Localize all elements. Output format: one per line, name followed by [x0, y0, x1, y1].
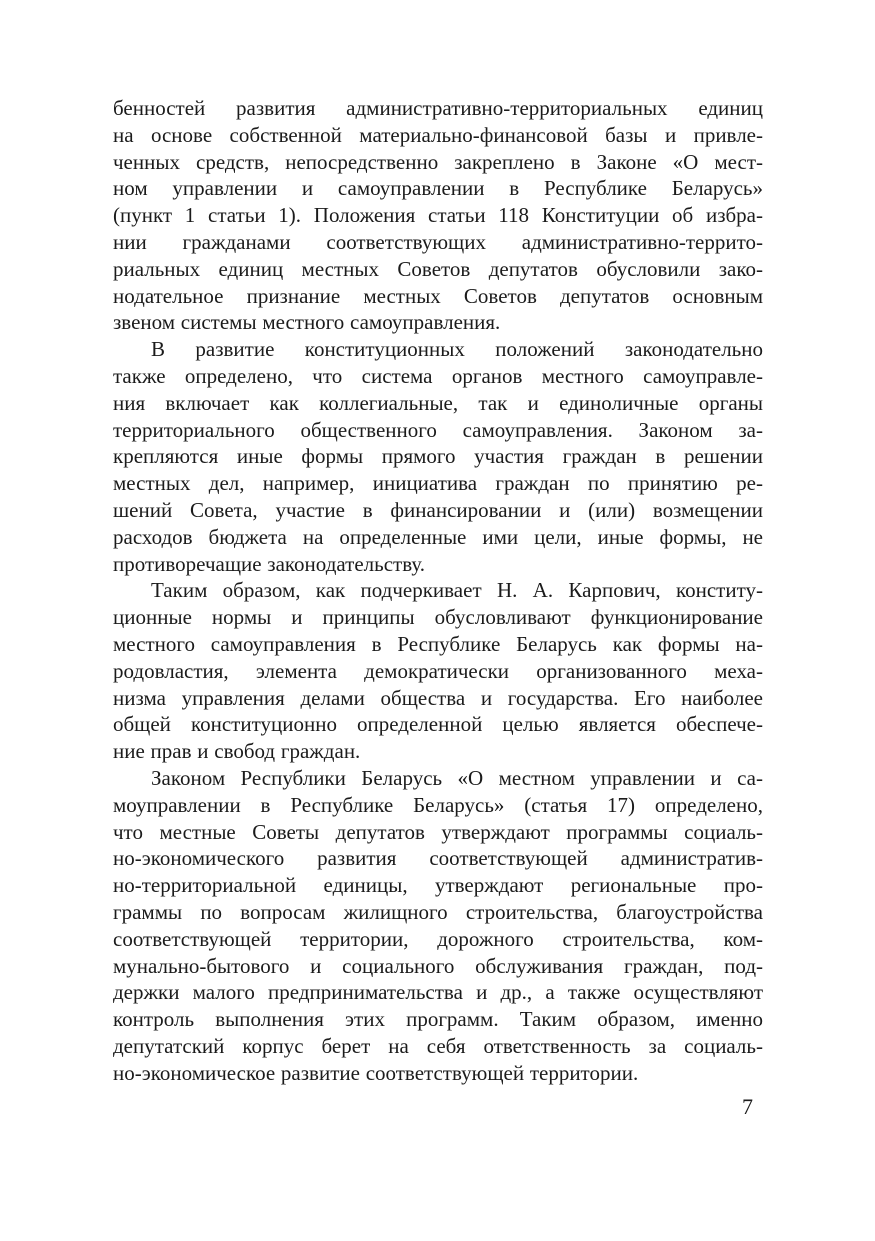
text-line: моуправлении в Республике Беларусь» (статья 17) определено,	[113, 792, 763, 817]
text-line: также определено, что система органов местного самоуправле-	[113, 363, 763, 388]
text-line: нодательное признание местных Советов депутатов основным	[113, 283, 763, 308]
text-line: держки малого предпринимательства и др., а также осуществляют	[113, 980, 763, 1005]
paragraph	[113, 336, 763, 577]
text-line: звеном системы местного самоуправления.	[113, 310, 501, 335]
text-line: риальных единиц местных Советов депутатов обусловили зако-	[113, 256, 763, 281]
text-line: ционные нормы и принципы обусловливают функционирование	[113, 605, 763, 630]
text-line: контроль выполнения этих программ. Таким образом, именно	[113, 1007, 763, 1032]
text-line: расходов бюджета на определенные ими цели, иные формы, не	[113, 524, 763, 549]
text-line: но-экономическое развитие соответствующей территории.	[113, 1060, 639, 1085]
text-line: низма управления делами общества и государства. Его наиболее	[113, 685, 763, 710]
page-number: 7	[742, 1094, 753, 1119]
text-line: территориального общественного самоуправления. Законом за-	[113, 417, 763, 442]
text-line: нии гражданами соответствующих административно-террито-	[113, 229, 763, 254]
text-line: ние прав и свобод граждан.	[113, 739, 361, 764]
text-line: ченных средств, непосредственно закреплено в Законе «О мест-	[113, 149, 763, 174]
text-line: Таким образом, как подчеркивает Н. А. Карпович, конститу-	[151, 578, 763, 603]
text-line: (пункт 1 статьи 1). Положения статьи 118 Конституции об избра-	[113, 203, 763, 228]
text-line: ния включает как коллегиальные, так и единоличные органы	[113, 390, 763, 415]
page-text	[113, 95, 763, 1086]
text-line: шений Совета, участие в финансировании и (или) возмещении	[113, 497, 763, 522]
text-line: но-территориальной единицы, утверждают региональные про-	[113, 873, 763, 898]
text-line: Законом Республики Беларусь «О местном управлении и са-	[151, 765, 763, 790]
text-line: крепляются иные формы прямого участия граждан в решении	[113, 444, 763, 469]
text-line: мунально-бытового и социального обслуживания граждан, под-	[113, 953, 763, 978]
text-line: бенностей развития административно-территориальных единиц	[113, 96, 763, 120]
text-line: противоречащие законодательству.	[113, 551, 426, 576]
text-line: депутатский корпус берет на себя ответственность за социаль-	[113, 1033, 763, 1058]
text-line: что местные Советы депутатов утверждают программы социаль-	[113, 819, 763, 844]
text-line: ном управлении и самоуправлении в Республике Беларусь»	[113, 176, 763, 201]
text-line: соответствующей территории, дорожного строительства, ком-	[113, 926, 763, 951]
text-line: В развитие конституционных положений законодательно	[151, 337, 763, 362]
text-line: но-экономического развития соответствующей административ-	[113, 846, 763, 871]
text-line: местных дел, например, инициатива граждан по принятию ре-	[113, 471, 763, 496]
text-line: граммы по вопросам жилищного строительства, благоустройства	[113, 899, 763, 924]
paragraph	[113, 95, 763, 336]
text-line: общей конституционно определенной целью является обеспече-	[113, 712, 763, 737]
text-line: на основе собственной материально-финансовой базы и привле-	[113, 122, 763, 147]
paragraph	[113, 577, 763, 765]
text-line: родовластия, элемента демократически организованного меха-	[113, 658, 763, 683]
paragraph	[113, 765, 763, 1087]
text-line: местного самоуправления в Республике Беларусь как формы на-	[113, 631, 763, 656]
